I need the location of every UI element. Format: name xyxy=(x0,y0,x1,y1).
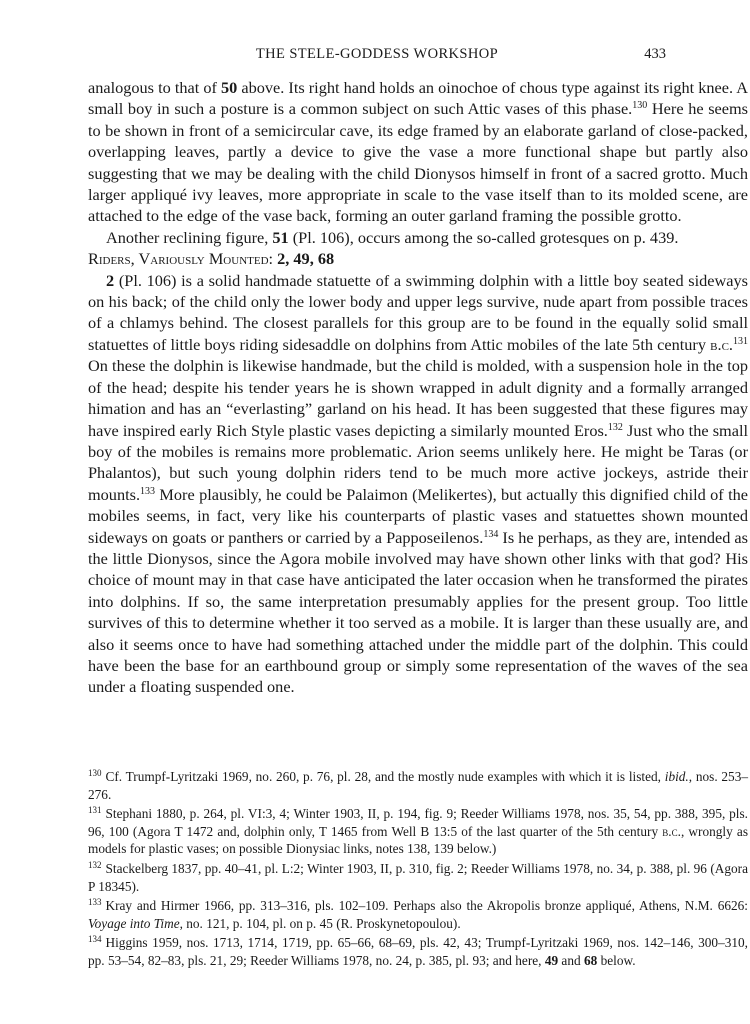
text-run: , wrongly as models for plastic vases; on possible Dionysiac links, notes 138, 139 below.) xyxy=(88,823,749,857)
footnote-italic: Voyage into Time xyxy=(88,915,180,931)
text-run: , nos. 253–276. xyxy=(88,769,748,802)
catalog-ref-49: 49 xyxy=(544,952,559,968)
text-run: , no. 121, p. 104, pl. on p. 45 (R. Proskynetopoulou). xyxy=(179,915,461,931)
text-run: below. xyxy=(597,952,636,968)
running-title: THE STELE-GODDESS WORKSHOP xyxy=(255,46,499,62)
footnote-ref-133[interactable]: 133 xyxy=(140,485,156,497)
text-run: Just who the small boy of the mobiles is remains more problematic. Arion seems unlikely here. He might be Taras (or Phalantos), but such young dolphin riders tend to be much more active jockeys, astride their mounts. xyxy=(88,420,748,504)
paragraph-1 xyxy=(88,77,748,227)
footnote-number: 132 xyxy=(88,859,102,870)
catalog-ref-2: 2 xyxy=(106,270,115,290)
text-run: Higgins 1959, nos. 1713, 1714, 1719, pp. 65–66, 68–69, pls. 42, 43; Trumpf-Lyritzaki 1969, nos. 142–146, 300–310, pp. 53–54, 82–83, pls. 21, 29; Reeder Williams 1978, no. 24, p. 385, pl. 93; and here, xyxy=(88,935,748,968)
footnote-ref-134[interactable]: 134 xyxy=(483,528,499,540)
catalog-ref-50: 50 xyxy=(221,78,238,97)
footnote-ref-132[interactable]: 132 xyxy=(607,421,623,433)
text-run: Stackelberg 1837, pp. 40–41, pl. L:2; Winter 1903, II, p. 310, fig. 2; Reeder Williams 1978, no. 34, p. 388, pl. 96 (Agora P 18345). xyxy=(88,860,748,894)
footnote-italic: ibid. xyxy=(664,769,689,784)
footnote-number: 131 xyxy=(88,805,102,816)
text-run: Stephani 1880, p. 264, pl. VI:3, 4; Winter 1903, II, p. 194, fig. 9; Reeder Williams 1978, nos. 35, 54, pp. 388, 395, pls. 96, 100 (Agora T 1472 and, dolphin only, T 1465 from Well B 13:5 of the last quarter of the 5th century xyxy=(88,806,748,839)
footnote-130 xyxy=(88,768,748,803)
text-run: (Pl. 106) is a solid handmade statuette of a swimming dolphin with a little boy seated sideways on his back; of the child only the lower body and upper legs survive, nude apart from possible traces of a chlamys behind. The closest parallels for this group are to be found in the equally solid small statuettes of little boys riding sidesaddle on dolphins from Attic mobiles of the late 5th century xyxy=(88,270,748,354)
footnote-number: 134 xyxy=(88,934,102,945)
text-run: Cf. Trumpf-Lyritzaki 1969, no. 260, p. 76, pl. 28, and the mostly nude examples with which it is listed, xyxy=(105,769,665,784)
footnote-number: 130 xyxy=(88,768,102,778)
footnote-ref-130[interactable]: 130 xyxy=(632,100,648,112)
section-heading xyxy=(88,248,748,269)
footnote-number: 133 xyxy=(88,897,102,908)
section-heading-label: Riders, Variously Mounted: xyxy=(88,249,278,269)
text-run: analogous to that of xyxy=(88,78,221,97)
footnote-132 xyxy=(88,860,748,895)
catalog-ref-51: 51 xyxy=(272,227,289,247)
text-run: above. Its right hand holds an oinochoe of chous type against its right knee. A small boy in such a posture is a common subject on such Attic vases of this phase. xyxy=(88,78,749,119)
footnote-134 xyxy=(88,934,748,969)
text-run: (Pl. 106), occurs among the so-called grotesques on p. 439. xyxy=(288,227,679,247)
running-head xyxy=(88,46,666,66)
catalog-ref-68: 68 xyxy=(583,952,598,968)
page-number: 433 xyxy=(644,46,666,62)
footnotes xyxy=(88,768,748,972)
footnote-131 xyxy=(88,805,748,858)
text-run: More plausibly, he could be Palaimon (Melikertes), but actually this dignified child of the mobiles seems, in fact, very like his counterparts of plastic vases and statuettes shown mounted sideways on goats or panthers or carried by a Papposeilenos. xyxy=(88,484,748,547)
text-run: On these the dolphin is likewise handmade, but the child is molded, with a suspension hole in the top of the head; despite his tender years he is shown wrapped in adult dignity and a formally arranged himation and has an “everlasting” garland on his head. It has been suggested that these figures may have inspired early Rich Style plastic vases depicting a similarly mounted Eros. xyxy=(88,356,748,440)
footnote-ref-131[interactable]: 131 xyxy=(733,335,748,347)
text-run: Kray and Hirmer 1966, pp. 313–316, pls. 102–109. Perhaps also the Akropolis bronze appliqué, Athens, N.M. 6626: xyxy=(105,898,748,914)
section-heading-refs: 2, 49, 68 xyxy=(277,249,335,269)
paragraph-3 xyxy=(88,270,748,698)
paragraph-2 xyxy=(88,227,748,248)
footnote-133 xyxy=(88,897,748,932)
text-run: and xyxy=(558,952,584,968)
text-run: Another reclining figure, xyxy=(106,227,273,247)
body-text xyxy=(88,77,748,698)
text-run: Here he seems to be shown in front of a semicircular cave, its edge framed by an elaborate garland of close-packed, overlapping leaves, partly a device to give the vase a more functional shape but partly also suggesting that we may be dealing with the child Dionysos himself in front of a sacred grotto. Much larger appliqué ivy leaves, more appropriate in scale to the vase itself than to its molded scene, are attached to the edge of the vase back, forming an outer garland framing the possible grotto. xyxy=(88,99,749,226)
text-run: Is he perhaps, as they are, intended as the little Dionysos, since the Agora mobile involved may have shown other links with that god? His choice of mount may in that case have anticipated the later occasion when he transformed the pirates into dolphins. If so, the same interpretation presumably applies for the present group. Too little survives of this to determine whether it too served as a mobile. It is larger than these usually are, and also it seems once to have had something attached under the middle part of the dolphin. This could have been the base for an earthbound group or simply some representation of the waves of the sea under a floating suspended one. xyxy=(88,527,748,697)
era-abbrev: b.c. xyxy=(662,823,681,839)
era-abbrev: b.c. xyxy=(710,334,733,354)
